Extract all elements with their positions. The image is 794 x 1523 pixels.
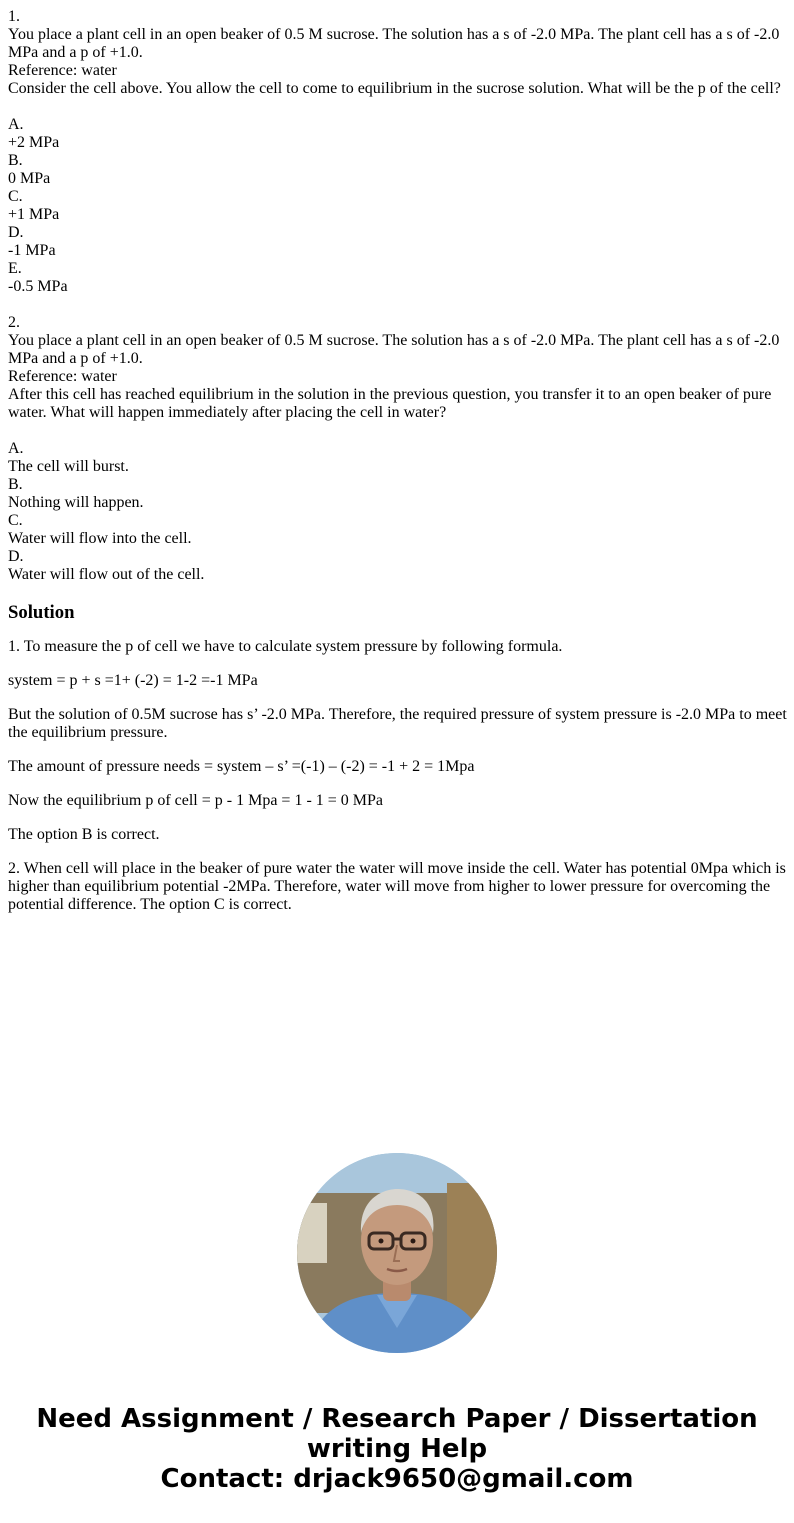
option-letter: C. [8, 188, 23, 205]
spacer [8, 98, 788, 116]
question-2 [8, 314, 788, 584]
question-prompt: After this cell has reached equilibrium in the solution in the previous question, you transfer it to an open beaker of pure water. What will happen immediately after placing the cell in water? [8, 386, 772, 421]
solution-paragraph: Now the equilibrium p of cell = p - 1 Mpa = 1 - 1 = 0 MPa [8, 792, 384, 809]
footer-contact: Contact: drjack9650@gmail.com [160, 1464, 634, 1494]
option-letter: C. [8, 512, 23, 529]
option-text: Water will flow out of the cell. [8, 566, 205, 583]
question-1 [8, 8, 788, 296]
question-number: 1. [8, 8, 20, 25]
solution-paragraph: 1. To measure the p of cell we have to calculate system pressure by following formula. [8, 638, 563, 655]
solution-heading: Solution [8, 602, 75, 623]
option-text: Nothing will happen. [8, 494, 144, 511]
option-text: Water will flow into the cell. [8, 530, 192, 547]
answer-options [8, 440, 788, 584]
solution-paragraph: But the solution of 0.5M sucrose has s’ -2.0 MPa. Therefore, the required pressure of system pressure is -2.0 MPa to meet the equilibrium pressure. [8, 706, 787, 741]
solution-paragraph: The option B is correct. [8, 826, 160, 843]
spacer [8, 296, 788, 314]
option-letter: A. [8, 440, 24, 457]
question-reference: Reference: water [8, 368, 117, 385]
solution-paragraph: 2. When cell will place in the beaker of pure water the water will move inside the cell. Water has potential 0Mpa which is higher than equilibrium potential -2MPa. Therefore, water will move from higher to lower pressure for overcoming the potential difference. The option C is correct. [8, 860, 786, 913]
option-letter: A. [8, 116, 24, 133]
option-text: The cell will burst. [8, 458, 129, 475]
question-stem: You place a plant cell in an open beaker of 0.5 M sucrose. The solution has a s of -2.0 MPa. The plant cell has a s of -2.0 MPa and a p of +1.0. [8, 26, 780, 61]
answer-options [8, 116, 788, 296]
option-text: 0 MPa [8, 170, 51, 187]
option-text: -0.5 MPa [8, 278, 68, 295]
option-text: +1 MPa [8, 206, 60, 223]
spacer [8, 422, 788, 440]
option-letter: E. [8, 260, 22, 277]
option-letter: B. [8, 152, 23, 169]
footer-line: writing Help [306, 1434, 488, 1464]
option-letter: D. [8, 548, 24, 565]
option-letter: B. [8, 476, 23, 493]
avatar-portrait-illustration [297, 1153, 497, 1353]
footer-banner [0, 1404, 794, 1494]
question-stem: You place a plant cell in an open beaker of 0.5 M sucrose. The solution has a s of -2.0 MPa. The plant cell has a s of -2.0 MPa and a p of +1.0. [8, 332, 780, 367]
option-text: +2 MPa [8, 134, 60, 151]
question-prompt: Consider the cell above. You allow the cell to come to equilibrium in the sucrose solution. What will be the p of the cell? [8, 80, 781, 97]
question-number: 2. [8, 314, 20, 331]
author-avatar [297, 1153, 497, 1353]
solution-paragraph: The amount of pressure needs = system – s’ =(-1) – (-2) = -1 + 2 = 1Mpa [8, 758, 475, 775]
question-reference: Reference: water [8, 62, 117, 79]
option-text: -1 MPa [8, 242, 56, 259]
footer-line: Need Assignment / Research Paper / Dissertation [36, 1404, 758, 1434]
solution-paragraph: system = p + s =1+ (-2) = 1-2 =-1 MPa [8, 672, 258, 689]
document-body [8, 8, 788, 930]
option-letter: D. [8, 224, 24, 241]
solution-body [8, 638, 788, 914]
